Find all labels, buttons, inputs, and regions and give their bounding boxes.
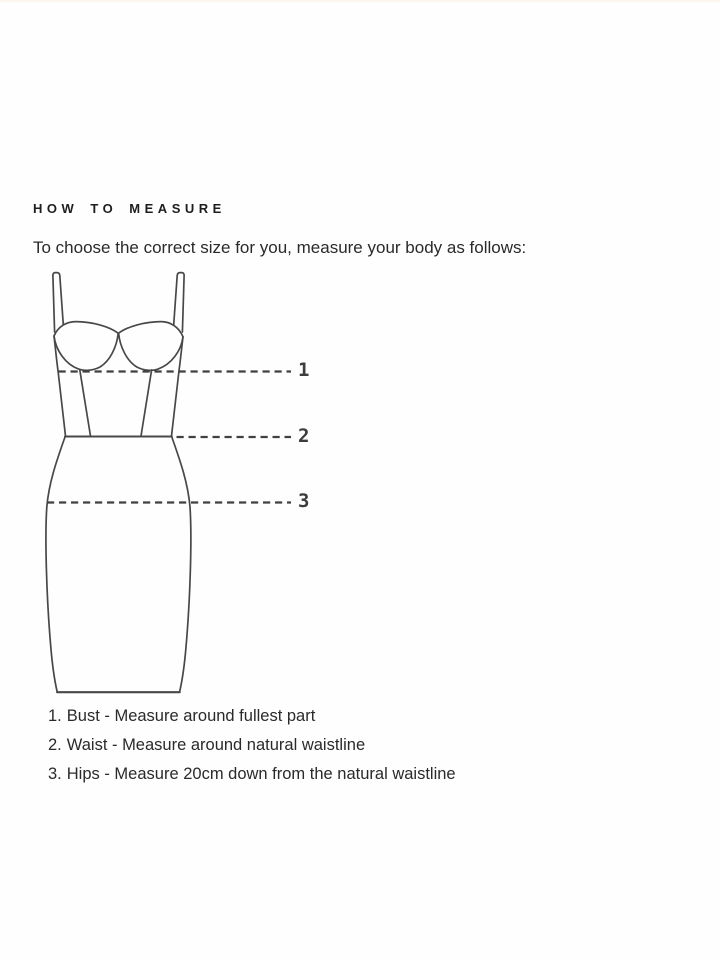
skirt-left-edge: [46, 437, 65, 692]
list-item: [48, 731, 456, 760]
list-item-text: Hips - Measure 20cm down from the natural waistline: [66, 764, 456, 783]
how-to-measure-heading: HOW TO MEASURE: [33, 201, 226, 216]
top-edge-strip: [0, 0, 720, 2]
list-item-text: Waist - Measure around natural waistline: [66, 735, 366, 754]
list-item: [48, 702, 456, 731]
skirt-right-edge: [172, 437, 191, 692]
bodice-left-seam: [80, 370, 91, 436]
intro-text: To choose the correct size for you, measure your body as follows:: [33, 238, 527, 257]
bodice-right-edge: [172, 337, 184, 436]
bodice-right-seam: [141, 370, 152, 436]
list-item: [48, 760, 456, 789]
list-item-number: 1.: [48, 707, 62, 725]
list-item-number: 2.: [48, 735, 62, 754]
measurement-instructions-list: [48, 702, 456, 788]
right-cup-outline: [119, 322, 183, 371]
list-item-number: 3.: [48, 764, 62, 783]
bust-marker-label: 1: [298, 359, 310, 381]
left-cup-outline: [54, 322, 118, 371]
left-strap-line: [53, 273, 64, 332]
list-item-text: Bust - Measure around fullest part: [66, 707, 316, 725]
hips-marker-label: 3: [298, 490, 310, 512]
bodice-left-edge: [54, 336, 66, 436]
waist-marker-label: 2: [298, 425, 310, 447]
right-strap-line: [173, 273, 184, 332]
